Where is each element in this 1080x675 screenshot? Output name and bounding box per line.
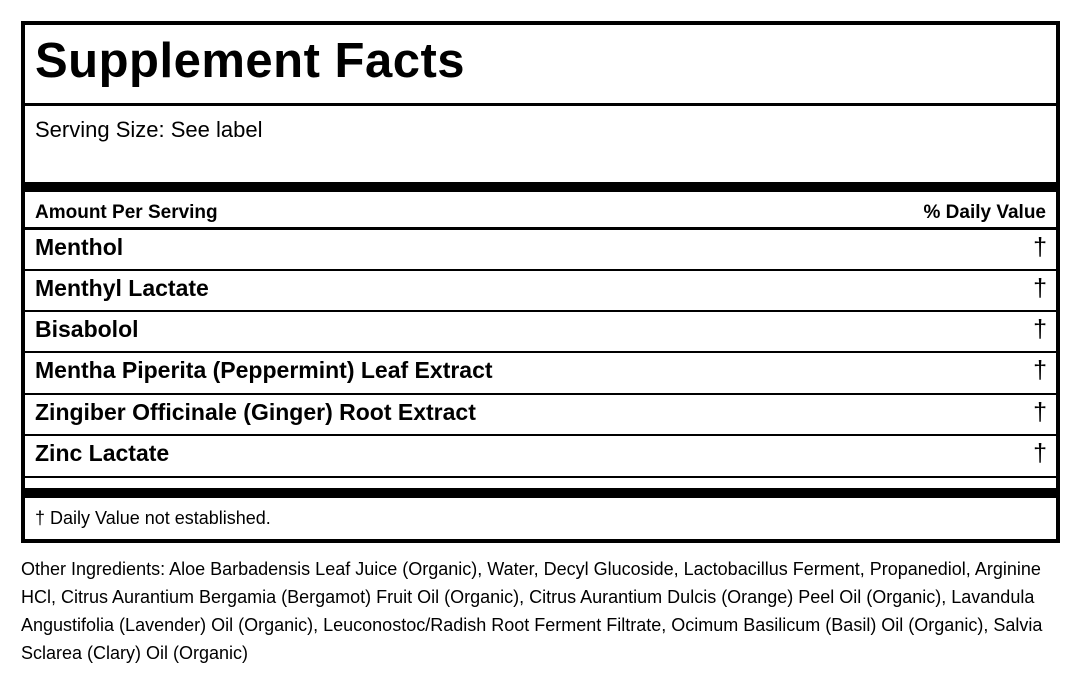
ingredient-name: Zinc Lactate <box>35 440 170 466</box>
ingredient-row <box>25 230 1056 271</box>
other-ingredients: Other Ingredients: Aloe Barbadensis Leaf Juice (Organic), Water, Decyl Glucoside, Lactobacillus Ferment, Propanediol, Arginine HCl, Citrus Aurantium Bergamia (Bergamot) Fruit Oil (Organic), Citrus Aurantium Dulcis (Orange) Peel Oil (Organic), Lavandula Angustifolia (Lavender) Oil (Organic), Leuconostoc/Radish Root Ferment Filtrate, Ocimum Basilicum (Basil) Oil (Organic), Salvia Sclarea (Clary) Oil (Organic) <box>21 559 1043 663</box>
daily-value-mark: † <box>1033 439 1047 467</box>
serving-size: Serving Size: See label <box>35 117 263 142</box>
ingredient-name: Zingiber Officinale (Ginger) Root Extract <box>35 399 476 425</box>
ingredient-row <box>25 436 1056 477</box>
ingredient-row <box>25 312 1056 353</box>
panel-title: Supplement Facts <box>35 34 466 88</box>
daily-value-mark: † <box>1033 398 1047 426</box>
daily-value-label: % Daily Value <box>923 202 1046 223</box>
footnote: † Daily Value not established. <box>35 508 271 528</box>
daily-value-mark: † <box>1033 274 1047 302</box>
divider-thick <box>25 182 1056 192</box>
supplement-facts-panel <box>21 21 1060 543</box>
row-divider <box>25 476 1056 478</box>
daily-value-mark: † <box>1033 356 1047 384</box>
amount-per-serving-label: Amount Per Serving <box>35 202 218 223</box>
ingredient-name: Mentha Piperita (Peppermint) Leaf Extract <box>35 357 493 383</box>
ingredient-name: Menthol <box>35 234 124 260</box>
ingredient-name: Menthyl Lactate <box>35 275 209 301</box>
ingredient-name: Bisabolol <box>35 316 139 342</box>
ingredient-row <box>25 395 1056 436</box>
daily-value-mark: † <box>1033 233 1047 261</box>
divider-thin <box>25 103 1056 106</box>
ingredient-row <box>25 353 1056 394</box>
divider-thick-bottom <box>25 488 1056 498</box>
daily-value-mark: † <box>1033 315 1047 343</box>
ingredient-row <box>25 271 1056 312</box>
